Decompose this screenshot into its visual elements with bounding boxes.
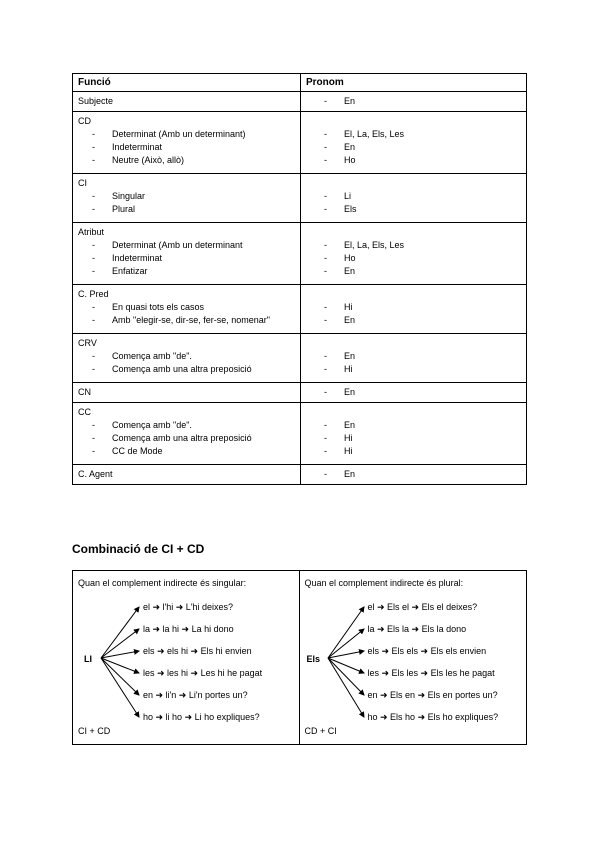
bullet-dash: - xyxy=(92,142,95,152)
pronoun-table xyxy=(72,73,527,485)
combination-item: ho ➜ li ho ➜ Li ho expliques? xyxy=(143,712,260,722)
singular-panel xyxy=(73,571,300,744)
pronom-text: El, La, Els, Les xyxy=(344,129,405,139)
combination-item: les ➜ Els les ➜ Els les he pagat xyxy=(367,668,495,678)
funcio-subitem-text: Comença amb "de". xyxy=(112,351,192,361)
funcio-subitem xyxy=(78,239,295,252)
pronom-cell xyxy=(301,465,527,485)
header-pronom: Pronom xyxy=(301,74,527,92)
pronom-item xyxy=(306,301,521,314)
bullet-dash: - xyxy=(324,253,327,263)
funcio-subitem xyxy=(78,363,295,376)
singular-label: LI xyxy=(84,654,92,664)
combination-item: la ➜ la hi ➜ La hi dono xyxy=(143,624,234,634)
pronom-cell xyxy=(301,112,527,174)
funcio-subitem xyxy=(78,432,295,445)
spacer xyxy=(306,177,521,190)
bullet-dash: - xyxy=(324,469,327,479)
pronom-text: Hi xyxy=(344,433,353,443)
pronom-text: En xyxy=(344,315,356,325)
table-row xyxy=(73,112,527,174)
bullet-dash: - xyxy=(92,129,95,139)
table-row xyxy=(73,465,527,485)
arrow-line xyxy=(101,658,139,717)
bullet-dash: - xyxy=(92,446,95,456)
funcio-subitem xyxy=(78,128,295,141)
funcio-subitem xyxy=(78,265,295,278)
arrow-line xyxy=(328,607,364,658)
pronom-text: Hi xyxy=(344,302,353,312)
funcio-label: CD xyxy=(78,116,91,126)
funcio-label: CI xyxy=(78,178,87,188)
bullet-dash: - xyxy=(92,420,95,430)
bullet-dash: - xyxy=(324,204,327,214)
plural-panel-title: Quan el complement indirecte és plural: xyxy=(304,578,464,588)
table-row xyxy=(73,223,527,285)
bullet-dash: - xyxy=(324,129,327,139)
funcio-subitem-text: Indeterminat xyxy=(112,142,163,152)
funcio-cell xyxy=(73,403,301,465)
funcio-subitem xyxy=(78,445,295,458)
funcio-label: C. Agent xyxy=(78,469,113,479)
bullet-dash: - xyxy=(324,240,327,250)
arrow-line xyxy=(328,658,364,695)
combination-box xyxy=(72,570,527,745)
funcio-label: C. Pred xyxy=(78,289,109,299)
bullet-dash: - xyxy=(92,204,95,214)
spacer xyxy=(306,226,521,239)
funcio-label: Atribut xyxy=(78,227,105,237)
funcio-cell xyxy=(73,92,301,112)
pronom-item xyxy=(306,386,521,399)
arrow-line xyxy=(328,651,364,658)
pronom-text: Hi xyxy=(344,446,353,456)
funcio-subitem-text: Enfatizar xyxy=(112,266,148,276)
combination-item: els ➜ Els els ➜ Els els envien xyxy=(367,646,487,656)
pronom-item xyxy=(306,265,521,278)
spacer xyxy=(306,115,521,128)
arrow-line xyxy=(101,607,139,658)
bullet-dash: - xyxy=(324,433,327,443)
pronom-item xyxy=(306,154,521,167)
bullet-dash: - xyxy=(92,253,95,263)
spacer xyxy=(306,406,521,419)
pronom-cell xyxy=(301,285,527,334)
bullet-dash: - xyxy=(92,191,95,201)
bullet-dash: - xyxy=(324,155,327,165)
table-row xyxy=(73,285,527,334)
pronom-item xyxy=(306,128,521,141)
funcio-subitem-text: Plural xyxy=(112,204,136,214)
funcio-label: CN xyxy=(78,387,91,397)
funcio-cell xyxy=(73,174,301,223)
bullet-dash: - xyxy=(92,315,95,325)
table-row xyxy=(73,383,527,403)
pronom-item xyxy=(306,314,521,327)
funcio-subitem-text: Neutre (Això, allò) xyxy=(112,155,185,165)
funcio-cell xyxy=(73,383,301,403)
table-row xyxy=(73,92,527,112)
pronom-text: Ho xyxy=(344,253,356,263)
table-row xyxy=(73,403,527,465)
bullet-dash: - xyxy=(324,387,327,397)
pronom-item xyxy=(306,190,521,203)
pronom-text: Hi xyxy=(344,364,353,374)
funcio-subitem-text: Comença amb una altra preposició xyxy=(112,364,252,374)
combination-item: ho ➜ Els ho ➜ Els ho expliques? xyxy=(367,712,499,722)
funcio-cell xyxy=(73,223,301,285)
plural-label: Els xyxy=(306,654,321,664)
combination-item: el ➜ Els el ➜ Els el deixes? xyxy=(367,602,478,612)
combination-item: en ➜ Els en ➜ Els en portes un? xyxy=(367,690,498,700)
bullet-dash: - xyxy=(92,240,95,250)
bullet-dash: - xyxy=(324,420,327,430)
bullet-dash: - xyxy=(324,191,327,201)
funcio-subitem-text: Comença amb una altra preposició xyxy=(112,433,252,443)
header-funcio: Funció xyxy=(73,74,301,92)
pronom-text: Els xyxy=(344,204,357,214)
pronom-text: En xyxy=(344,420,356,430)
funcio-subitem-text: Determinat (Amb un determinant xyxy=(112,240,243,250)
funcio-subitem xyxy=(78,301,295,314)
funcio-subitem-text: En quasi tots els casos xyxy=(112,302,205,312)
spacer xyxy=(306,288,521,301)
funcio-subitem xyxy=(78,141,295,154)
funcio-subitem-text: CC de Mode xyxy=(112,446,163,456)
pronom-text: En xyxy=(344,469,356,479)
pronom-item xyxy=(306,419,521,432)
bullet-dash: - xyxy=(92,266,95,276)
pronom-item xyxy=(306,432,521,445)
funcio-subitem xyxy=(78,419,295,432)
bullet-dash: - xyxy=(92,302,95,312)
table-header-row xyxy=(73,74,527,92)
pronom-item xyxy=(306,445,521,458)
funcio-subitem xyxy=(78,252,295,265)
funcio-label: Subjecte xyxy=(78,96,114,106)
pronom-text: En xyxy=(344,351,356,361)
combo-title: Combinació de CI + CD xyxy=(72,542,205,556)
funcio-subitem xyxy=(78,154,295,167)
bullet-dash: - xyxy=(92,433,95,443)
pronom-cell xyxy=(301,383,527,403)
arrow-line xyxy=(101,658,139,673)
bullet-dash: - xyxy=(324,446,327,456)
bullet-dash: - xyxy=(324,96,327,106)
bullet-dash: - xyxy=(324,142,327,152)
combination-item: en ➜ li'n ➜ Li'n portes un? xyxy=(143,690,248,700)
pronom-cell xyxy=(301,223,527,285)
arrow-line xyxy=(101,658,139,695)
combination-item: els ➜ els hi ➜ Els hi envien xyxy=(143,646,252,656)
singular-panel-title: Quan el complement indirecte és singular: xyxy=(78,578,247,588)
arrow-line xyxy=(328,658,364,717)
bullet-dash: - xyxy=(324,315,327,325)
combination-item: les ➜ les hi ➜ Les hi he pagat xyxy=(143,668,263,678)
pronom-item xyxy=(306,468,521,481)
plural-panel xyxy=(300,571,527,744)
funcio-subitem xyxy=(78,190,295,203)
table-row xyxy=(73,334,527,383)
funcio-subitem-text: Amb "elegir-se, dir-se, fer-se, nomenar" xyxy=(112,315,270,325)
pronom-item xyxy=(306,239,521,252)
funcio-subitem xyxy=(78,203,295,216)
pronom-cell xyxy=(301,174,527,223)
pronom-cell xyxy=(301,92,527,112)
pronom-text: En xyxy=(344,96,356,106)
funcio-label: CRV xyxy=(78,338,97,348)
bullet-dash: - xyxy=(324,351,327,361)
bullet-dash: - xyxy=(324,266,327,276)
arrow-line xyxy=(101,651,139,658)
pronom-item xyxy=(306,363,521,376)
pronom-text: El, La, Els, Les xyxy=(344,240,405,250)
pronom-cell xyxy=(301,334,527,383)
singular-footer: CI + CD xyxy=(78,726,111,736)
pronom-item xyxy=(306,350,521,363)
funcio-cell xyxy=(73,112,301,174)
bullet-dash: - xyxy=(324,364,327,374)
bullet-dash: - xyxy=(324,302,327,312)
funcio-cell xyxy=(73,465,301,485)
funcio-cell xyxy=(73,334,301,383)
pronom-text: En xyxy=(344,387,356,397)
funcio-subitem xyxy=(78,314,295,327)
combination-item: el ➜ l'hi ➜ L'hi deixes? xyxy=(143,602,234,612)
funcio-label: CC xyxy=(78,407,91,417)
pronom-text: Ho xyxy=(344,155,356,165)
arrow-line xyxy=(328,658,364,673)
pronom-item xyxy=(306,141,521,154)
pronom-cell xyxy=(301,403,527,465)
funcio-subitem-text: Comença amb "de". xyxy=(112,420,192,430)
plural-footer: CD + CI xyxy=(304,726,337,736)
spacer xyxy=(306,337,521,350)
funcio-subitem-text: Indeterminat xyxy=(112,253,163,263)
funcio-subitem xyxy=(78,350,295,363)
funcio-subitem-text: Singular xyxy=(112,191,146,201)
arrow-line xyxy=(101,629,139,658)
bullet-dash: - xyxy=(92,351,95,361)
bullet-dash: - xyxy=(92,155,95,165)
pronom-text: En xyxy=(344,142,356,152)
funcio-subitem-text: Determinat (Amb un determinant) xyxy=(112,129,246,139)
funcio-cell xyxy=(73,285,301,334)
table-row xyxy=(73,174,527,223)
pronom-item xyxy=(306,95,521,108)
combination-item: la ➜ Els la ➜ Els la dono xyxy=(367,624,467,634)
pronom-item xyxy=(306,203,521,216)
pronom-text: En xyxy=(344,266,356,276)
pronom-text: Li xyxy=(344,191,352,201)
bullet-dash: - xyxy=(92,364,95,374)
pronom-item xyxy=(306,252,521,265)
